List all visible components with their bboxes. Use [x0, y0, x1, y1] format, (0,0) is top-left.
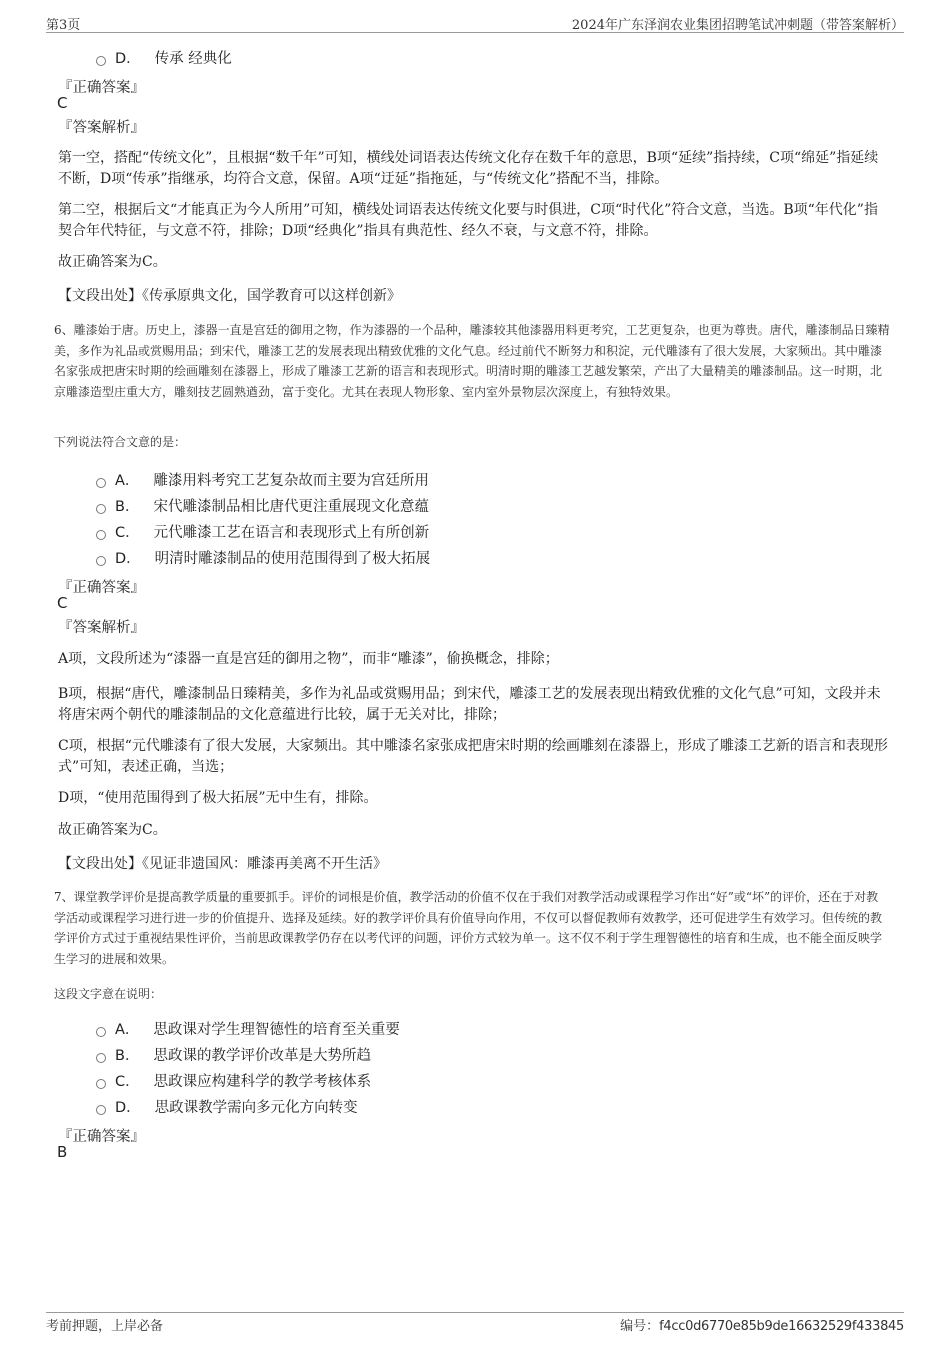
- analysis-paragraph: B项，根据“唐代，雕漆制品日臻精美，多作为礼品或赏赐用品；到宋代，雕漆工艺的发展表现出精致优雅的文化气息”可知，文段并未将唐宋两个朝代的雕漆制品的文化意蕴进行比较，属于无关对比，排除；: [58, 686, 881, 723]
- question-6-text: 6、雕漆始于唐。历史上，漆器一直是宫廷的御用之物，作为漆器的一个品种，雕漆较其他漆器用料更考究，工艺更复杂，也更为尊贵。唐代，雕漆制品日臻精美，多作为礼品或赏赐用品；到宋代，雕漆工艺的发展表现出精致优雅的文化气息。经过前代不断努力和积淀，元代雕漆有了很大发展，大家频出。其中雕漆名家张成把唐宋时期的绘画雕刻在漆器上，形成了雕漆工艺新的语言和表现形式。明清时期的雕漆工艺越发繁荣，产出了大量精美的雕漆制品。这一时期，北京雕漆造型庄重大方，雕刻技艺圆熟遒劲，富于变化。尤其在表现人物形象、室内室外景物层次深度上，有独特效果。: [54, 323, 890, 399]
- radio-icon[interactable]: [96, 556, 106, 566]
- option-text: 明清时雕漆制品的使用范围得到了极大拓展: [154, 551, 431, 567]
- answer-value: B: [57, 1143, 68, 1161]
- analysis-label: 『答案解析』: [58, 620, 145, 636]
- analysis-paragraph: C项，根据“元代雕漆有了很大发展，大家频出。其中雕漆名家张成把唐宋时期的绘画雕刻在漆器上，形成了雕漆工艺新的语言和表现形式”可知，表述正确，当选；: [58, 738, 888, 775]
- option-text: 思政课教学需向多元化方向转变: [154, 1100, 358, 1116]
- answer-label: 『正确答案』: [58, 580, 145, 596]
- document-code: [620, 1315, 904, 1334]
- option-text: 思政课应构建科学的教学考核体系: [153, 1074, 372, 1090]
- q6-option-a[interactable]: [96, 469, 429, 490]
- q6-option-c[interactable]: [96, 521, 429, 542]
- page-number: 第3页: [46, 18, 81, 33]
- option-letter: A．: [115, 473, 140, 489]
- analysis-paragraph: D项，“使用范围得到了极大拓展”无中生有，排除。: [58, 790, 378, 806]
- q7-option-a[interactable]: [96, 1018, 400, 1039]
- option-text: 思政课的教学评价改革是大势所趋: [153, 1048, 371, 1064]
- q7-option-c[interactable]: [96, 1070, 371, 1091]
- option-text: 宋代雕漆制品相比唐代更注重展现文化意蕴: [153, 499, 429, 515]
- code-label: 编号：: [620, 1319, 660, 1334]
- option-text: 元代雕漆工艺在语言和表现形式上有所创新: [153, 525, 430, 541]
- option-letter: A．: [115, 1022, 140, 1038]
- option-letter: C．: [115, 1074, 140, 1090]
- question-6-prompt: 下列说法符合文意的是：: [54, 435, 187, 449]
- option-letter: D．: [115, 551, 141, 567]
- question-7-text: 7、课堂教学评价是提高教学质量的重要抓手。评价的词根是价值，教学活动的价值不仅在于我们对教学活动或课程学习作出“好”或“坏”的评价，还在于对教学活动或课程学习进行进一步的价值提升、选择及延续。好的教学评价具有价值导向作用，不仅可以督促教师有效教学，还可促进学生有效学习。但传统的教学评价方式过于重视结果性评价，当前思政课教学仍存在以考代评的问题，评价方式较为单一。这不仅不利于学生理智德性的培育和生成，也不能全面反映学生学习的进展和效果。: [54, 890, 883, 966]
- option-letter: D．: [115, 51, 141, 67]
- option-text: 传承 经典化: [154, 51, 232, 67]
- q7-option-d[interactable]: [96, 1096, 358, 1117]
- q5-option-d[interactable]: [96, 47, 232, 68]
- radio-icon[interactable]: [96, 1079, 106, 1089]
- page-header: [46, 14, 904, 33]
- option-text: 思政课对学生理智德性的培育至关重要: [153, 1022, 400, 1038]
- option-letter: B．: [115, 499, 140, 515]
- analysis-conclusion: 故正确答案为C。: [58, 822, 167, 838]
- analysis-paragraph: 第二空，根据后文“才能真正为今人所用”可知，横线处词语表达传统文化要与时俱进，C项“时代化”符合文意，当选。B项“年代化”指契合年代特征，与文意不符，排除；D项“经典化”指具有典范性、经久不衰，与文意不符，排除。: [58, 202, 878, 239]
- document-title: 2024年广东泽润农业集团招聘笔试冲刺题（带答案解析）: [571, 18, 904, 33]
- radio-icon[interactable]: [96, 56, 106, 66]
- code-value: f4cc0d6770e85b9de16632529f433845: [659, 1319, 904, 1334]
- footer-slogan: 考前押题，上岸必备: [46, 1319, 164, 1334]
- page-footer: [46, 1312, 904, 1333]
- answer-label: 『正确答案』: [58, 1129, 145, 1145]
- analysis-paragraph: A项，文段所述为“漆器一直是宫廷的御用之物”，而非“雕漆”，偷换概念，排除；: [58, 651, 559, 667]
- q7-option-b[interactable]: [96, 1044, 371, 1065]
- source-citation: 【文段出处】《见证非遗国风：雕漆再美离不开生活》: [58, 856, 387, 872]
- answer-value: C: [57, 94, 68, 112]
- answer-value: C: [57, 594, 68, 612]
- source-citation: 【文段出处】《传承原典文化，国学教育可以这样创新》: [58, 288, 401, 304]
- option-letter: D．: [115, 1100, 141, 1116]
- option-letter: C．: [115, 525, 140, 541]
- radio-icon[interactable]: [96, 1105, 106, 1115]
- q6-option-b[interactable]: [96, 495, 429, 516]
- option-letter: B．: [115, 1048, 140, 1064]
- radio-icon[interactable]: [96, 504, 106, 514]
- q6-option-d[interactable]: [96, 547, 430, 568]
- option-text: 雕漆用料考究工艺复杂故而主要为宫廷所用: [153, 473, 429, 489]
- analysis-conclusion: 故正确答案为C。: [58, 254, 167, 270]
- radio-icon[interactable]: [96, 530, 106, 540]
- analysis-paragraph: 第一空，搭配“传统文化”，且根据“数千年”可知，横线处词语表达传统文化存在数千年的意思，B项“延续”指持续，C项“绵延”指延续不断，D项“传承”指继承，均符合文意，保留。A项“迂延”指拖延，与“传统文化”搭配不当，排除。: [58, 150, 879, 187]
- answer-label: 『正确答案』: [58, 80, 145, 96]
- radio-icon[interactable]: [96, 1027, 106, 1037]
- radio-icon[interactable]: [96, 478, 106, 488]
- analysis-label: 『答案解析』: [58, 120, 145, 136]
- question-7-prompt: 这段文字意在说明：: [54, 987, 163, 1001]
- radio-icon[interactable]: [96, 1053, 106, 1063]
